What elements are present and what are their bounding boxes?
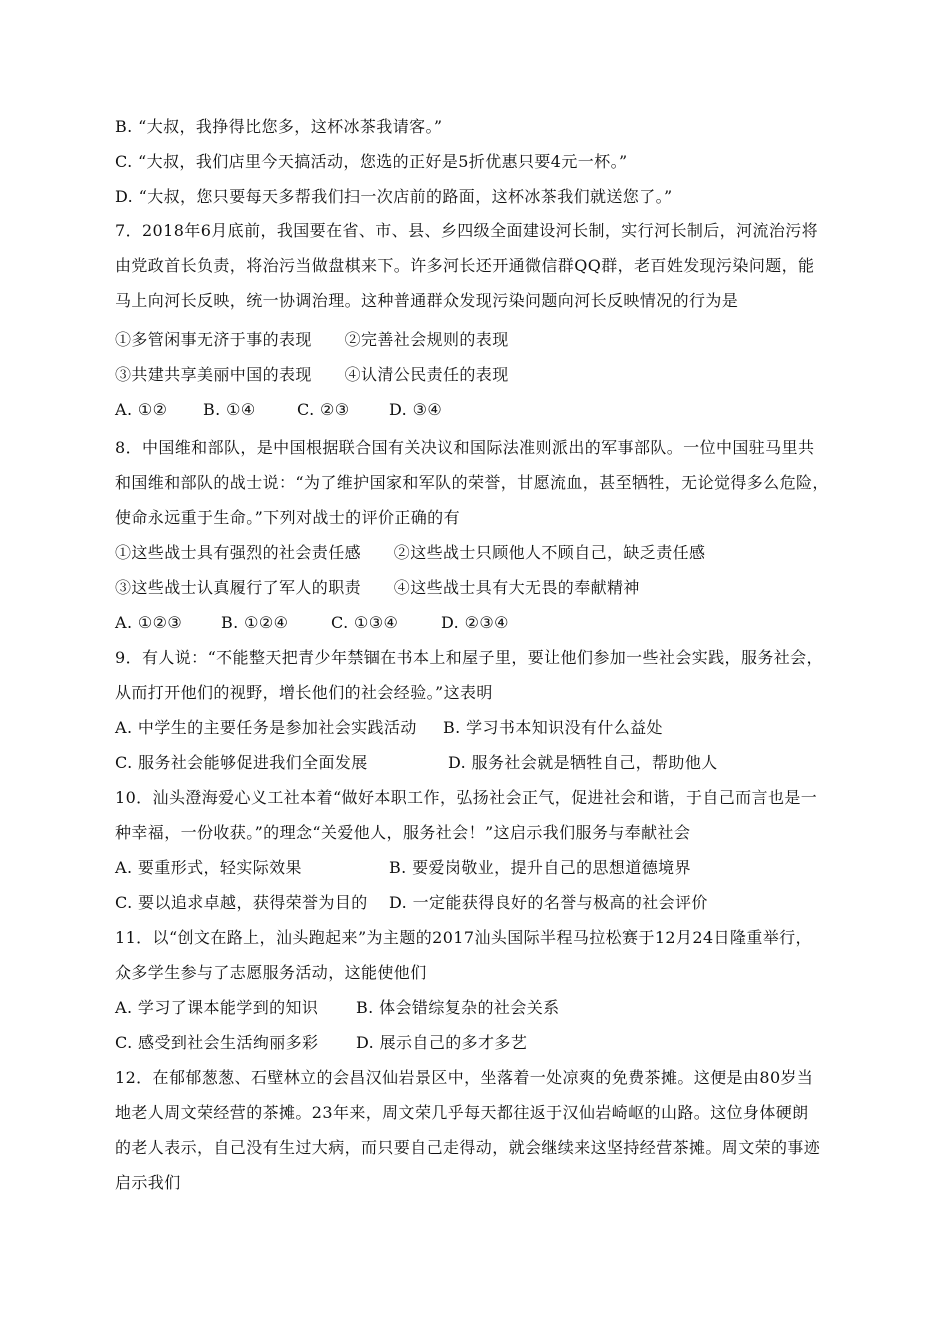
q12-stem-line-3: 的老人表示，自己没有生过大病，而只要自己走得动，就会继续来这坚持经营茶摊。周文荣的事迹 (115, 1138, 821, 1157)
q9-option-c: C. 服务社会能够促进我们全面发展 (115, 753, 368, 772)
q6-option-b: B. “大叔，我挣得比您多，这杯冰茶我请客。” (115, 117, 443, 136)
q11-options-row-1 (115, 997, 890, 1019)
q7-options (115, 399, 890, 421)
q7-stem-line-1: 7．2018年6月底前，我国要在省、市、县、乡四级全面建设河长制，实行河长制后，河流治污将 (115, 221, 819, 240)
q8-statements-1: ①这些战士具有强烈的社会责任感 ②这些战士只顾他人不顾自己，缺乏责任感 (115, 543, 706, 562)
q9-option-a: A. 中学生的主要任务是参加社会实践活动 (115, 718, 417, 737)
q9-options-row-1 (115, 717, 890, 739)
q9-option-d: D. 服务社会就是牺牲自己，帮助他人 (448, 753, 718, 772)
q10-option-a: A. 要重形式，轻实际效果 (115, 858, 302, 877)
q10-stem-line-1: 10．汕头澄海爱心义工社本着“做好本职工作，弘扬社会正气，促进社会和谐，于自己而言也是一 (115, 788, 818, 807)
q12-stem-line-1: 12．在郁郁葱葱、石壁林立的会昌汉仙岩景区中，坐落着一处凉爽的免费茶摊。这便是由80岁当 (115, 1068, 814, 1087)
q8-stem-line-1: 8．中国维和部队，是中国根据联合国有关决议和国际法准则派出的军事部队。一位中国驻马里共 (115, 438, 815, 457)
q12-stem-line-2: 地老人周文荣经营的茶摊。23年来，周文荣几乎每天都往返于汉仙岩崎岖的山路。这位身体硬朗 (115, 1103, 809, 1122)
q10-options-row-1 (115, 857, 890, 879)
q9-options-row-2 (115, 752, 890, 774)
q8-options (115, 612, 890, 634)
q8-stem-line-3: 使命永远重于生命。”下列对战士的评价正确的有 (115, 508, 460, 527)
q11-option-c: C. 感受到社会生活绚丽多彩 (115, 1033, 319, 1052)
q8-stem-line-2: 和国维和部队的战士说：“为了维护国家和军队的荣誉，甘愿流血，甚至牺牲，无论觉得多么危险， (115, 473, 829, 492)
q8-option-d: D. ②③④ (441, 613, 509, 632)
q10-stem-line-2: 种幸福，一份收获。”的理念“关爱他人，服务社会！”这启示我们服务与奉献社会 (115, 823, 691, 842)
q8-option-a: A. ①②③ (115, 613, 183, 632)
q7-statements-1: ①多管闲事无济于事的表现 ②完善社会规则的表现 (115, 330, 509, 349)
q7-statements-2: ③共建共享美丽中国的表现 ④认清公民责任的表现 (115, 365, 509, 384)
q7-stem-line-3: 马上向河长反映，统一协调治理。这种普通群众发现污染问题向河长反映情况的行为是 (115, 291, 739, 310)
q7-option-d: D. ③④ (389, 400, 443, 419)
q8-statements-2: ③这些战士认真履行了军人的职责 ④这些战士具有大无畏的奉献精神 (115, 578, 640, 597)
q11-option-a: A. 学习了课本能学到的知识 (115, 998, 319, 1017)
q8-option-c: C. ①③④ (331, 613, 399, 632)
q10-options-row-2 (115, 892, 890, 914)
q6-option-c: C. “大叔，我们店里今天搞活动，您选的正好是5折优惠只要4元一杯。” (115, 152, 628, 171)
q10-option-c: C. 要以追求卓越，获得荣誉为目的 (115, 893, 368, 912)
q11-option-b: B. 体会错综复杂的社会关系 (356, 998, 560, 1017)
q11-options-row-2 (115, 1032, 890, 1054)
q7-option-a: A. ①② (115, 400, 168, 419)
q10-option-d: D. 一定能获得良好的名誉与极高的社会评价 (389, 893, 708, 912)
q6-option-d: D. “大叔，您只要每天多帮我们扫一次店前的路面，这杯冰茶我们就送您了。” (115, 187, 673, 206)
q7-stem-line-2: 由党政首长负责，将治污当做盘棋来下。许多河长还开通微信群QQ群，老百姓发现污染问题，能 (115, 256, 815, 275)
q11-option-d: D. 展示自己的多才多艺 (356, 1033, 528, 1052)
q9-stem-line-2: 从而打开他们的视野，增长他们的社会经验。”这表明 (115, 683, 493, 702)
q10-option-b: B. 要爱岗敬业，提升自己的思想道德境界 (389, 858, 691, 877)
q9-stem-line-1: 9．有人说：“不能整天把青少年禁锢在书本上和屋子里，要让他们参加一些社会实践，服务社会， (115, 648, 823, 667)
q11-stem-line-2: 众多学生参与了志愿服务活动，这能使他们 (115, 963, 427, 982)
q11-stem-line-1: 11．以“创文在路上，汕头跑起来”为主题的2017汕头国际半程马拉松赛于12月24日隆重举行， (115, 928, 812, 947)
q7-option-b: B. ①④ (203, 400, 256, 419)
q12-stem-line-4: 启示我们 (115, 1173, 181, 1192)
q8-option-b: B. ①②④ (221, 613, 289, 632)
q9-option-b: B. 学习书本知识没有什么益处 (443, 718, 663, 737)
q7-option-c: C. ②③ (297, 400, 350, 419)
